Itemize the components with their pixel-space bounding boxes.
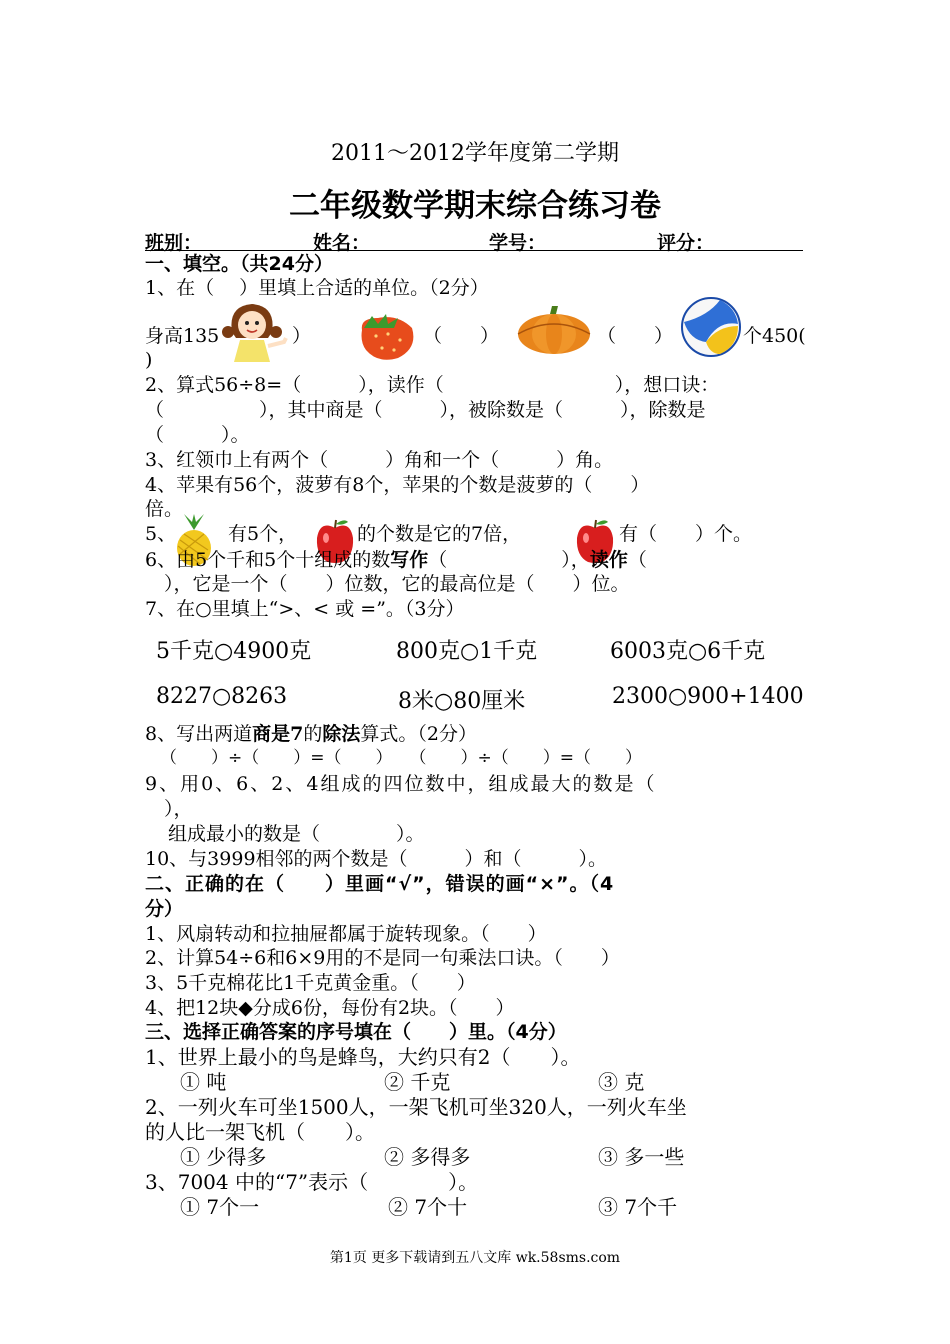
page-title: 二年级数学期末综合练习卷	[289, 188, 661, 224]
q2-line-1: 2、算式56÷8=（ ），读作（ ），想口诀：	[145, 374, 720, 396]
q7-item-3: 6003克○6千克	[610, 639, 766, 664]
q8-seven: 7	[290, 723, 304, 745]
strawberry-icon	[358, 312, 416, 362]
section2-heading-1: 二、正确的在（ ）里画“√”，错误的画“×”。（4	[145, 873, 615, 895]
number-label: 学号：	[489, 232, 547, 254]
q10: 10、与3999相邻的两个数是（ ）和（ ）。	[145, 848, 608, 870]
q2-line-2: （ ），其中商是（ ），被除数是（ ），除数是	[145, 399, 706, 421]
q8-part-2: 的	[303, 723, 323, 745]
s3-q1: 1、世界上最小的鸟是蜂鸟，大约只有2（ ）。	[145, 1045, 581, 1069]
s3-q3-opt-2: ② 7个十	[388, 1195, 468, 1219]
s2-q4: 4、把12块◆分成6份，每份有2块。（ ）	[145, 997, 515, 1019]
name-label: 姓名：	[313, 232, 371, 254]
q5-text-2: 的个数是它的7倍，	[357, 523, 522, 545]
q1-height: 身高135	[145, 325, 220, 347]
q7-item-6: 2300○900+1400	[612, 684, 804, 709]
q7-item-4: 8227○8263	[156, 684, 288, 709]
s3-q3-opt-1: ① 7个一	[180, 1195, 260, 1219]
q8-part-1: 8、写出两道	[145, 723, 253, 745]
q1-blank-2: （ ）	[423, 325, 500, 347]
q1-blank-1: ）	[292, 325, 312, 347]
s3-q2-line-1: 2、一列火车可坐1500人，一架飞机可坐320人，一列火车坐	[145, 1095, 687, 1119]
s2-q2: 2、计算54÷6和6×9用的不是同一句乘法口诀。（ ）	[145, 947, 620, 969]
s3-q2-opt-1: ① 少得多	[180, 1145, 267, 1169]
q5-number: 5、	[145, 523, 177, 545]
q6-part-1: 6、由5个千和5个十组成的数	[145, 549, 391, 571]
q2-line-3: （ ）。	[145, 424, 250, 446]
q8-division: 除法	[322, 723, 361, 745]
class-label: 班别：	[145, 232, 203, 254]
score-label: 评分：	[657, 232, 715, 254]
s3-q3: 3、7004 中的“7”表示（ ）。	[145, 1170, 479, 1194]
q8	[145, 722, 477, 746]
q7-item-1: 5千克○4900克	[156, 639, 312, 664]
q8-blanks: （ ）÷（ ）=（ ） （ ）÷（ ）=（ ）	[160, 748, 642, 768]
q4-line-2: 倍。	[145, 498, 184, 520]
q9-line-2: ），	[145, 798, 193, 820]
q6-part-2: （	[627, 549, 647, 571]
q3: 3、红领巾上有两个（ ）角和一个（ ）角。	[145, 449, 614, 471]
q8-quotient: 商是	[252, 723, 291, 745]
girl-icon	[218, 298, 290, 364]
s2-q3: 3、5千克棉花比1千克黄金重。（ ）	[145, 972, 476, 994]
pumpkin-icon	[516, 304, 592, 356]
s3-q2-line-2: 的人比一架飞机（ ）。	[145, 1120, 375, 1144]
q6-line-2: ），它是一个（ ）位数，它的最高位是（ ）位。	[145, 573, 630, 595]
q8-part-3: 算式。（2分）	[360, 723, 477, 745]
q7-item-2: 800克○1千克	[396, 639, 538, 664]
s3-q1-opt-1: ① 吨	[180, 1070, 227, 1094]
s3-q2-opt-3: ③ 多一些	[598, 1145, 685, 1169]
q1-ball: 个450(	[743, 325, 806, 347]
page-footer: 第1页 更多下载请到五八文库 wk.58sms.com	[329, 1250, 621, 1266]
q9-line-1: 9、用0、6、2、4组成的四位数中，组成最大的数是（	[145, 773, 657, 795]
section3-heading: 三、选择正确答案的序号填在（ ）里。（4分）	[145, 1021, 567, 1043]
q6-write: 写作	[390, 549, 429, 571]
q4-line-1: 4、苹果有56个，菠萝有8个，苹果的个数是菠萝的（ ）	[145, 474, 650, 496]
s3-q3-opt-3: ③ 7个千	[598, 1195, 678, 1219]
q1-blank-3: （ ）	[597, 325, 674, 347]
q9-line-3: 组成最小的数是（ ）。	[168, 823, 425, 845]
q5-text-1: 有5个，	[228, 523, 298, 545]
year-line: 2011～2012学年度第二学期	[331, 141, 619, 166]
q7-item-5: 8米○80厘米	[398, 689, 526, 714]
q1-1: 1、在（ ）里填上合适的单位。（2分）	[145, 277, 489, 299]
q6-line-1	[145, 548, 647, 572]
s3-q2-opt-2: ② 多得多	[384, 1145, 471, 1169]
q1-tail: )	[145, 349, 153, 371]
s2-q1: 1、风扇转动和拉抽屉都属于旋转现象。（ ）	[145, 923, 547, 945]
q7: 7、在○里填上“>、< 或 =”。（3分）	[145, 598, 465, 620]
section2-heading-2: 分）	[145, 898, 184, 920]
q6-read: 读作	[589, 549, 628, 571]
q6-blank: （ ），	[428, 549, 590, 571]
student-info-line	[145, 228, 803, 254]
volleyball-icon	[680, 296, 742, 358]
s3-q1-opt-2: ② 千克	[384, 1070, 451, 1094]
section1-heading: 一、填空。（共24分）	[145, 253, 333, 275]
q5-text-3: 有（ ）个。	[619, 523, 753, 545]
s3-q1-opt-3: ③ 克	[598, 1070, 645, 1094]
